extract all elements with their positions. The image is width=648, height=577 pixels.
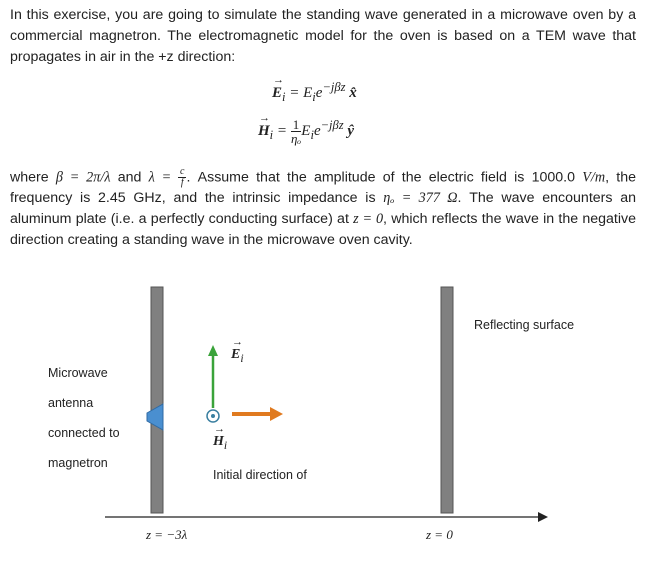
h-unit: ŷ bbox=[343, 123, 355, 139]
antenna-label-4: magnetron bbox=[48, 456, 108, 470]
e-rhs-a: = E bbox=[285, 85, 313, 101]
left-plate bbox=[151, 287, 163, 513]
z-axis-arrowhead bbox=[538, 512, 548, 522]
lambda-expr: λ = bbox=[148, 169, 179, 186]
h-sub: i bbox=[269, 128, 274, 142]
propagation-arrowhead bbox=[270, 407, 283, 421]
body-paragraph: where β = 2π/λ and λ = $\frac{c}{f}$ . Assume that the amplitude of the electric field is 1000.0 V/m, the frequency is 2.45 GHz, and the intrinsic impedance is ηₒ = 377 Ω. The wave encounters an aluminum plate (i.e. a perfectly conducting surface) at z = 0, which reflects the wave in the negative direction creating a standing wave in the microwave oven cavity. bbox=[10, 166, 637, 249]
unit-vm: V/m bbox=[582, 169, 606, 186]
h-num: 1 bbox=[292, 117, 300, 133]
beta-expr: β = 2π/λ bbox=[55, 169, 111, 186]
direction-label: Initial direction of bbox=[213, 468, 307, 482]
e-field-arrowhead bbox=[208, 345, 218, 356]
h-rhs-a: E bbox=[301, 123, 311, 139]
e-rhs-b: e bbox=[315, 85, 323, 101]
h-field-label: → $H_i$ bbox=[213, 434, 227, 452]
reflecting-plate bbox=[441, 287, 453, 513]
antenna-label-3: connected to bbox=[48, 426, 120, 440]
e-unit: x̂ bbox=[345, 85, 357, 101]
e-sub: i bbox=[282, 90, 286, 104]
z-left-label: z = −3λ bbox=[146, 527, 188, 542]
z0-expr: z = 0 bbox=[353, 211, 384, 228]
eta-expr: ηₒ = 377 Ω bbox=[383, 190, 458, 207]
e-field-label: → $E_i$ bbox=[231, 347, 244, 365]
antenna-label-1: Microwave bbox=[48, 366, 108, 380]
h-field-dot bbox=[211, 414, 215, 418]
h-exp: −jβz bbox=[320, 118, 344, 132]
e-exp: −jβz bbox=[322, 80, 346, 94]
h-rhs-b: e bbox=[313, 123, 321, 139]
e-vector-symbol: → E bbox=[272, 85, 282, 102]
e-rhs-sub: i bbox=[312, 90, 316, 104]
h-den: ηₒ bbox=[290, 131, 302, 147]
h-vector-symbol: → H bbox=[258, 123, 270, 140]
c-over-f: $\frac{c}{f}$ bbox=[180, 166, 185, 188]
antenna-label-2: antenna bbox=[48, 396, 94, 410]
z-right-label: z = 0 bbox=[426, 527, 453, 542]
h-eq: = bbox=[273, 123, 291, 139]
intro-paragraph: In this exercise, you are going to simulate the standing wave generated in a microwave oven by a commercial magnetron. The electromagnetic model for the oven is based on a TEM wave that propagates in air in the +z direction: bbox=[10, 7, 636, 65]
reflecting-surface-label: Reflecting surface bbox=[474, 318, 575, 332]
h-rhs-sub: i bbox=[310, 128, 314, 142]
